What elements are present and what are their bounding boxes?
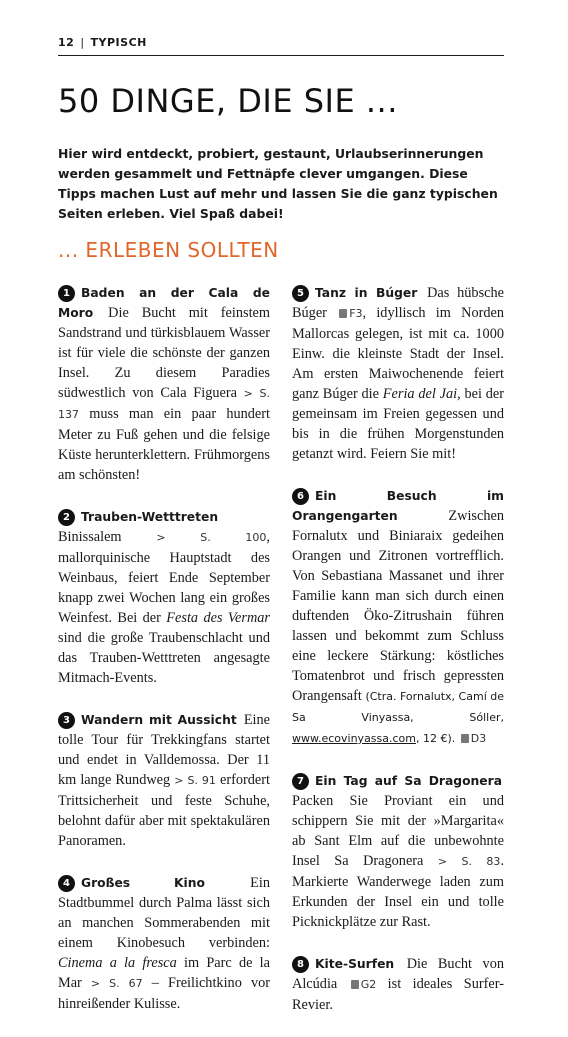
- page-number: 12: [58, 36, 75, 49]
- item-text: . Markierte Wanderwege laden zum Erkunden der Insel ein und tolle Picknickplätze zur Rast.: [292, 853, 505, 930]
- number-badge: 2: [58, 509, 75, 526]
- intro-text: Hier wird entdeckt, probiert, gestaunt, Urlaubserinnerungen werden gesammelt und Fettnäpfe clever umgangen. Diese Tipps machen Lust auf mehr und lassen Sie die ganz typischen Seiten erleben. Viel Spaß dabei!: [58, 146, 498, 221]
- header-separator: |: [80, 36, 85, 49]
- column-right: [292, 283, 504, 1037]
- item-text: erfordert Trittsicherheit und feste Schuhe, belohnt dafür aber mit spektakulären Panoramen.: [58, 772, 270, 849]
- item-text: Eine tolle Tour für Trekkingfans startet und endet in Valldemossa. Der 11 km lange Rundweg: [58, 712, 271, 788]
- item-text: bei der gemeinsam im Freien gegessen und bis in die frühen Morgenstunden getanzt wird. Feiern Sie mit!: [292, 386, 504, 462]
- website-link[interactable]: www.ecovinyassa.com: [292, 732, 417, 745]
- item-text: – Freilichtkino vor hinreißender Kulisse.: [58, 975, 270, 1012]
- number-badge: 6: [292, 488, 309, 505]
- list-item: [292, 283, 504, 464]
- item-text: muss man ein paar hundert Meter zu Fuß gehen und die felsige Küste herunterklettern. Frühmorgens am schönsten!: [58, 406, 270, 483]
- item-text: Packen Sie Proviant ein und schippern Sie mit der »Margarita« ab Sant Elm auf die unbewohnte Insel Sa Dragonera: [292, 793, 504, 869]
- item-emphasis: Festa des Vermar: [166, 610, 270, 626]
- item-title: Ein Besuch im Orangengarten: [292, 489, 504, 523]
- item-text: ist ideales Surfer-Revier.: [292, 976, 504, 1013]
- number-badge: 4: [58, 875, 75, 892]
- item-text: Zwischen Fornalutx und Biniaraix gedeihen Orangen und Zitronen vortrefflich. Von Sebastiana Massanet und ihrer Familie kann man sich durch einen duftenden Öko-Zitrushain führen lassen und bekommt zum Schluss eine leckere Stärkung: köstliches Tomatenbrot und frisch gepressten Orangensaft: [292, 508, 504, 704]
- page-reference: > S. 67: [90, 977, 143, 990]
- section-label: TYPISCH: [90, 36, 147, 49]
- item-emphasis: Cinema a la fresca: [58, 955, 177, 971]
- item-emphasis: Feria del Jai,: [382, 386, 461, 402]
- map-reference: G2: [360, 978, 377, 991]
- running-head: [58, 36, 504, 56]
- page-reference: > S. 83: [437, 855, 501, 868]
- item-text: Das hübsche Búger: [292, 285, 504, 321]
- address-info: (Ctra. Fornalutx, Camí de Sa Vinyassa, Sóller,: [292, 690, 504, 724]
- page-reference: > S. 137: [58, 387, 270, 421]
- number-badge: 1: [58, 285, 75, 302]
- list-item: [292, 771, 504, 932]
- item-title: Wandern mit Aussicht: [81, 713, 237, 727]
- item-title: Großes Kino: [81, 876, 205, 890]
- price-info: , 12 €).: [416, 732, 459, 745]
- number-badge: 8: [292, 956, 309, 973]
- list-item: [292, 954, 504, 1015]
- item-title: Kite-Surfen: [315, 957, 395, 971]
- item-text: sind die große Traubenschlacht und das Trauben-Wetttreten angesagte Mitmach-Events.: [58, 630, 270, 686]
- map-grid-icon: [339, 309, 347, 318]
- map-reference: F3: [349, 307, 363, 320]
- section-title: ... ERLEBEN SOLLTEN: [58, 238, 279, 262]
- list-item: [58, 283, 270, 485]
- item-text: Die Bucht mit feinstem Sandstrand und türkisblauem Wasser ist für viele die schönste der ganzen Insel. Zu diesem Paradies südwestlich von Cala Figuera: [58, 305, 271, 401]
- page-title: 50 DINGE, DIE SIE ...: [58, 82, 398, 120]
- item-text: , mallorquinische Hauptstadt des Weinbaus, feiert Ende September knapp zwei Wochen lang ein großes Weinfest. Bei der: [58, 529, 270, 626]
- item-text: Binissalem: [58, 529, 157, 545]
- list-item: [58, 873, 270, 1014]
- item-text: im Parc de la Mar: [58, 955, 270, 991]
- item-text: , idyllisch im Norden Mallorcas gelegen, ist mit ca. 1000 Einw. die kleinste Stadt der Insel. Am ersten Maiwochenende feiert ganz Búger die: [292, 305, 505, 402]
- map-grid-icon: [351, 980, 359, 989]
- page-reference: > S. 91: [174, 774, 216, 787]
- number-badge: 3: [58, 712, 75, 729]
- item-title: Ein Tag auf Sa Dragonera: [315, 774, 502, 788]
- list-item: [58, 507, 270, 688]
- page-reference: > S. 100: [156, 531, 267, 544]
- column-left: [58, 283, 270, 1036]
- number-badge: 7: [292, 773, 309, 790]
- map-reference: D3: [470, 732, 487, 745]
- list-item: [292, 486, 504, 749]
- item-text: Die Bucht von Alcúdia: [292, 956, 505, 992]
- item-title: Tanz in Búger: [315, 286, 418, 300]
- item-title: Baden an der Cala de Moro: [58, 286, 270, 320]
- number-badge: 5: [292, 285, 309, 302]
- list-item: [58, 710, 270, 851]
- map-grid-icon: [461, 734, 469, 743]
- item-title: Trauben-Wetttreten: [81, 510, 219, 524]
- item-text: Ein Stadtbummel durch Palma lässt sich an manchen Sommerabenden mit einem Kinobesuch verbinden:: [58, 875, 270, 951]
